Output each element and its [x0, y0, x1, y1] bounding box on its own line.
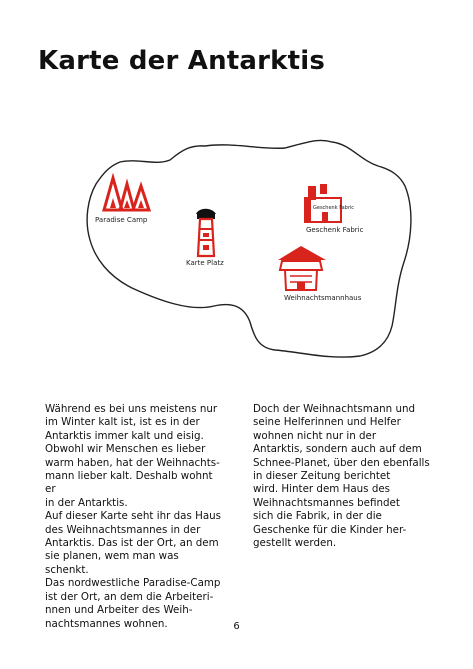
map-label-weihnachtsmann-haus: Weihnachtsmannhaus: [284, 294, 362, 302]
map-label-geschenk-fabric: Geschenk Fabric: [306, 226, 364, 234]
text-column-left: [45, 403, 225, 631]
lighthouse-tower-icon: [196, 209, 216, 256]
paradise-camp-tents-icon: [104, 178, 149, 210]
paragraph: Doch der Weihnachtsmann und seine Helferinnen und Helfer wohnen nicht nur in der Antarktis, sondern auch auf dem Schnee-Planet, über den ebenfalls in dieser Zeitung berichtet wird. Hinter dem Haus des Weihnachtsmannes befindet sich die Fabrik, in der die Geschenke für die Kinder her- gestellt werden.: [253, 403, 430, 550]
text-column-right: [253, 403, 431, 550]
santa-house-icon: [278, 246, 326, 290]
map-label-karte-platz: Karte Platz: [186, 259, 224, 267]
paragraph: Während es bei uns meistens nur im Winter kalt ist, ist es in der Antarktis immer kalt und eisig. Obwohl wir Menschen es lieber warm haben, hat der Weihnachts- mann lieber kalt. Deshalb wohnt er in der Antarktis.: [45, 403, 220, 509]
gift-factory-icon: [305, 184, 341, 222]
page-number: 6: [233, 621, 240, 632]
paragraph: Auf dieser Karte seht ihr das Haus des Weihnachtsmannes in der Antarktis. Das ist der Ort, an dem sie planen, wem man was schenkt. Das nordwestliche Paradise-Camp ist der Ort, an dem die Arbeiteri- nnen und Arbeiter des Weih- nachtsmannes wohnen.: [45, 510, 222, 630]
continent-outline: [87, 140, 411, 357]
factory-sign: Geschenk Fabric: [313, 205, 355, 211]
map-label-paradise-camp: Paradise Camp: [95, 216, 148, 224]
page-title: Karte der Antarktis: [38, 46, 326, 76]
